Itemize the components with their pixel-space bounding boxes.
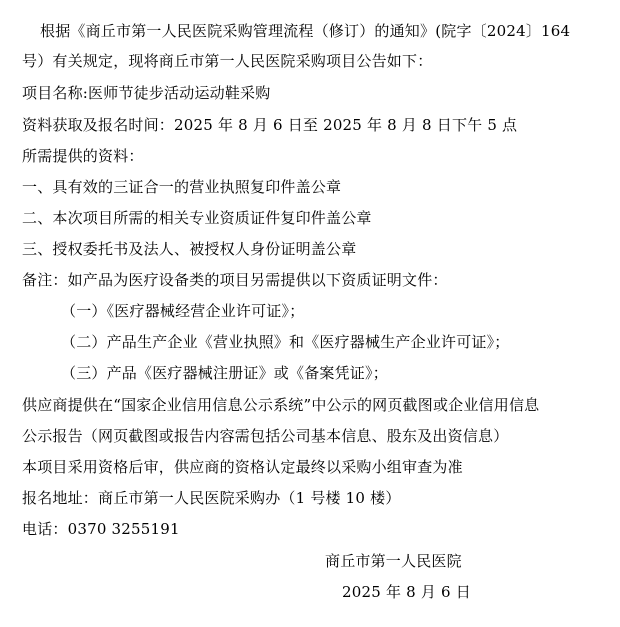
remark-item-1: （一）《医疗器械经营企业许可证》；: [61, 302, 305, 320]
registration-address: 报名地址：商丘市第一人民医院采购办（1 号楼 10 楼）: [22, 489, 401, 507]
required-materials-heading: 所需提供的资料：: [22, 147, 144, 165]
required-item-2: 二、本次项目所需的相关专业资质证件复印件盖公章: [22, 209, 372, 227]
signature-date: 2025 年 8 月 6 日: [342, 583, 471, 601]
credit-line-2: 公示报告（网页截图或报告内容需包括公司基本信息、股东及出资信息）: [22, 427, 509, 445]
required-item-3: 三、授权委托书及法人、被授权人身份证明盖公章: [22, 240, 357, 258]
intro-line-1: 根据《商丘市第一人民医院采购管理流程（修订）的通知》(院字〔2024〕164: [40, 22, 571, 40]
remark-heading: 备注：如产品为医疗设备类的项目另需提供以下资质证明文件：: [22, 271, 448, 289]
contact-phone: 电话：0370 3255191: [22, 520, 180, 538]
credit-line-1: 供应商提供在“国家企业信用信息公示系统”中公示的网页截图或企业信用信息: [22, 396, 540, 414]
intro-line-2: 号）有关规定，现将商丘市第一人民医院采购项目公告如下：: [22, 52, 433, 70]
signature-organization: 商丘市第一人民医院: [325, 552, 462, 570]
required-item-1: 一、具有效的三证合一的营业执照复印件盖公章: [22, 178, 342, 196]
remark-item-2: （二）产品生产企业《营业执照》和《医疗器械生产企业许可证》；: [61, 333, 510, 351]
project-name: 项目名称:医师节徒步活动运动鞋采购: [22, 84, 271, 102]
remark-item-3: （三）产品《医疗器械注册证》或《备案凭证》；: [61, 364, 388, 382]
qualification-review-note: 本项目采用资格后审，供应商的资格认定最终以采购小组审查为准: [22, 458, 463, 476]
registration-period: 资料获取及报名时间：2025 年 8 月 6 日至 2025 年 8 月 8 日下午 5 点: [22, 116, 518, 134]
